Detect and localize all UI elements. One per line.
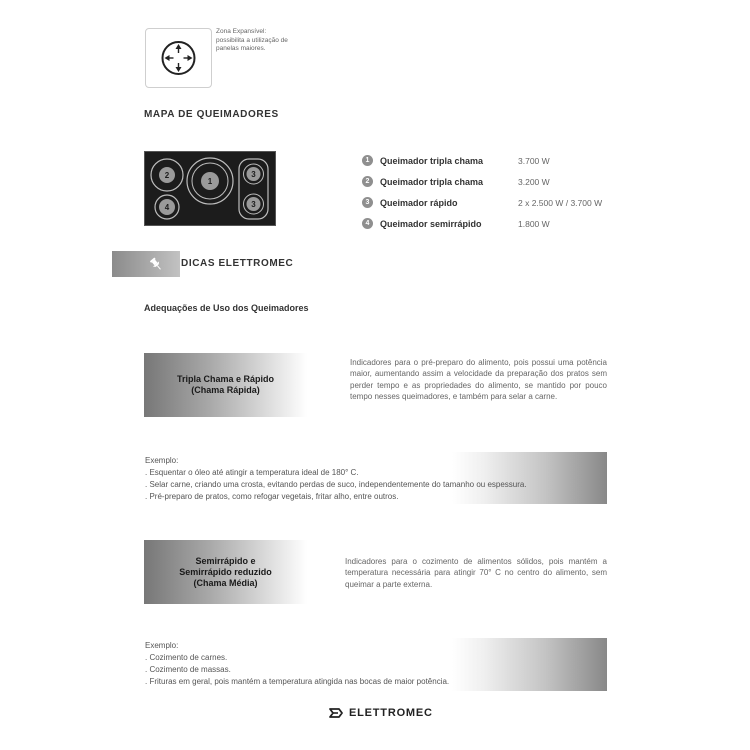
elettromec-logo-icon xyxy=(328,706,344,720)
legend-number: 1 xyxy=(362,155,373,166)
example-line: Exemplo: xyxy=(145,456,179,465)
medium-flame-label-line: Semirrápido reduzido xyxy=(179,566,272,577)
legend-number: 4 xyxy=(362,218,373,229)
expansive-zone-description xyxy=(216,28,306,54)
tips-title: DICAS ELETTROMEC xyxy=(181,258,294,269)
legend-row xyxy=(362,213,622,234)
example-1 xyxy=(145,455,615,503)
example-line: . Cozimento de massas. xyxy=(145,665,231,674)
expansive-zone-box xyxy=(145,28,212,88)
cooktop-label-2: 2 xyxy=(164,171,170,180)
legend-number: 3 xyxy=(362,197,373,208)
legend-burner-name: Queimador semirrápido xyxy=(380,218,482,229)
cooktop-label-4: 4 xyxy=(164,203,170,212)
example-line: . Esquentar o óleo até atingir a temperatura ideal de 180° C. xyxy=(145,468,359,477)
legend-row xyxy=(362,171,622,192)
medium-flame-label-line: Semirrápido e xyxy=(195,555,256,566)
example-line: . Cozimento de carnes. xyxy=(145,653,228,662)
legend-burner-power: 2 x 2.500 W / 3.700 W xyxy=(518,197,603,208)
cooktop-label-3b: 3 xyxy=(251,200,256,209)
zone-text-line: panelas maiores. xyxy=(216,45,266,52)
medium-flame-label-box xyxy=(144,540,307,604)
fast-flame-description: Indicadores para o pré-preparo do alimento, pois possui uma potência maior, aumentando assim a velocidade da preparação dos pratos sem perder tempo e as propriedades do alimento, se mantido por pouco tempo nesses queimadores, e também para selar a carne. xyxy=(350,358,607,401)
medium-flame-label-line: (Chama Média) xyxy=(193,577,258,588)
brand-logo xyxy=(328,706,433,720)
legend-row xyxy=(362,150,622,171)
cooktop-label-3a: 3 xyxy=(251,170,256,179)
legend-burner-power: 3.200 W xyxy=(518,176,550,187)
legend-burner-name: Queimador rápido xyxy=(380,197,458,208)
brand-name: ELETTROMEC xyxy=(349,707,433,719)
legend-row xyxy=(362,192,622,213)
legend-burner-power: 1.800 W xyxy=(518,218,550,229)
example-line: . Selar carne, criando uma crosta, evitando perdas de suco, independentemente do tamanho ou espessura. xyxy=(145,480,527,489)
legend-burner-name: Queimador tripla chama xyxy=(380,155,484,166)
legend-burner-power: 3.700 W xyxy=(518,155,550,166)
example-line: Exemplo: xyxy=(145,641,179,650)
burner-map-title: MAPA DE QUEIMADORES xyxy=(144,109,279,120)
tips-banner xyxy=(112,251,180,277)
fast-flame-label-line: Tripla Chama e Rápido xyxy=(176,374,275,384)
expanding-zone-icon xyxy=(146,29,211,87)
example-2 xyxy=(145,640,615,688)
example-line: . Frituras em geral, pois mantém a temperatura atingida nas bocas de maior potência. xyxy=(145,677,450,686)
zone-text-line: Zona Expansível: xyxy=(216,28,267,35)
fast-flame-label-box xyxy=(144,353,307,417)
medium-flame-description: Indicadores para o cozimento de alimentos sólidos, pois mantém a temperatura necessária para atingir 70° C no centro do alimento, sem queimar a parte externa. xyxy=(345,557,607,589)
pin-icon xyxy=(148,256,164,272)
example-line: . Pré-preparo de pratos, como refogar vegetais, fritar alho, entre outros. xyxy=(145,492,399,501)
legend-burner-name: Queimador tripla chama xyxy=(380,176,484,187)
cooktop-diagram xyxy=(144,151,276,226)
burner-legend xyxy=(362,150,622,234)
legend-number: 2 xyxy=(362,176,373,187)
cooktop-label-1: 1 xyxy=(207,177,213,186)
fast-flame-label-line: (Chama Rápida) xyxy=(191,385,260,395)
zone-text-line: possibilita a utilização de xyxy=(216,36,288,44)
usage-title: Adequações de Uso dos Queimadores xyxy=(144,303,309,313)
